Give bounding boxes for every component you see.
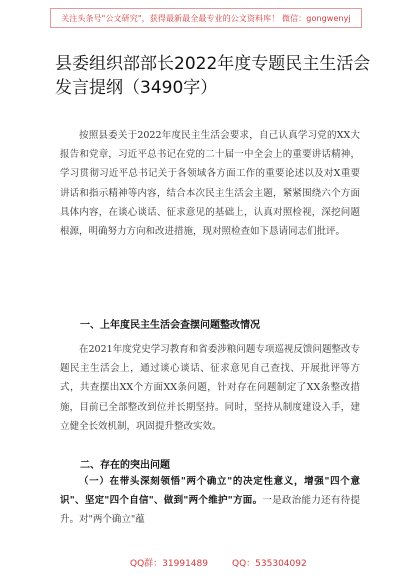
paragraph-rectification: 在2021年度党史学习教育和省委涉粮问题专项巡视反馈问题整改专题民主生活会上，通过谈心谈话、征求意见自己查找、开展批评等方式，共查摆出XX个方面XX条问题，针对存在问题制定了XX条整改措施，目前已全部整改到位并长期坚持。同时，坚持从制度建设入手，建立健全长效机制，巩固提升整改实效。 [60,344,360,432]
section-heading-2: 二、存在的突出问题 [80,460,170,471]
footer-qq-group: QQ群：31991489 [130,559,208,569]
paragraph-intro: 按照县委关于2022年度民主生活会要求，自己认真学习党的XX大报告和党章，习近平总书记在党的二十届一中全会上的重要讲话精神，学习贯彻习近平总书记关于各领域各方面工作的重要论述以及对X重要讲话和指示精神等内容，结合本次民主生活会主题，紧紧围绕六个方面具体内容，在谈心谈话、征求意见的基础上，认真对照检视，深挖问题根源，明确努力方向和改进措施，现对照检查如下恳请同志们批评。 [60,130,360,238]
document-title: 县委组织部部长2022年度专题民主生活会发言提纲（3490字） [55,54,371,98]
top-banner: 关注头条号"公文研究"，获得最新最全最专业的公文资料库！ 微信：gongwenyj [50,8,362,28]
section-heading-1: 一、上年度民主生活会查摆问题整改情况 [80,320,260,331]
paragraph-problems [60,472,360,530]
footer-qq-number: QQ：535304092 [232,559,307,569]
subheading-bold: （一）在带头深刻领悟"两个确立"的决定性意义，增强"四个意识"、坚定"四个自信"、做到"两个维护"方面。 [60,476,360,507]
paragraph-problems-text: 一是政治能力还有待提升。对"两个确立"蕴 [60,495,360,526]
